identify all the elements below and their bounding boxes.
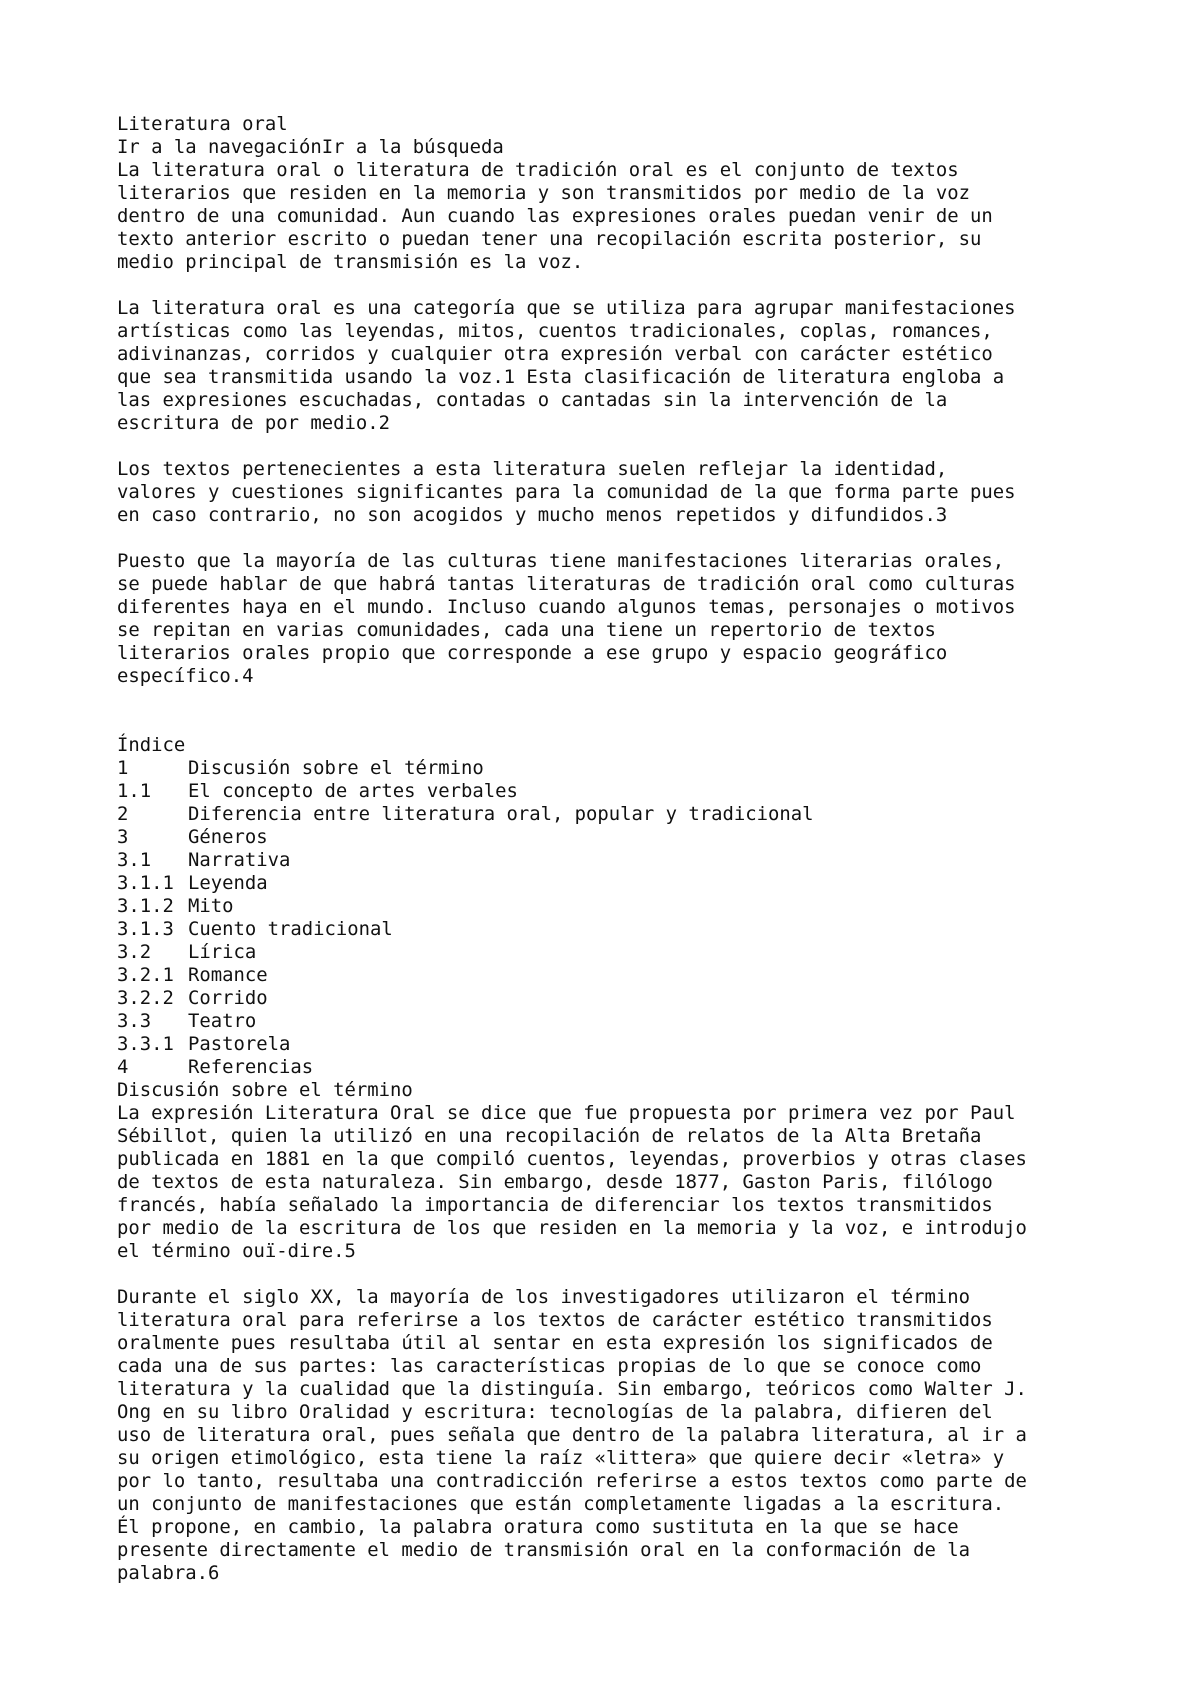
paragraph-line: oralmente pues resultaba útil al sentar en esta expresión los significados de — [117, 1332, 993, 1354]
paragraph-line: específico.4 — [117, 665, 254, 687]
paragraph-line: literatura y la cualidad que la distinguía. Sin embargo, teóricos como Walter J. — [117, 1378, 1027, 1400]
toc-item[interactable] — [117, 941, 1117, 964]
toc-item-label[interactable]: Narrativa — [188, 849, 291, 871]
toc-item[interactable] — [117, 826, 1117, 849]
paragraph-line: se puede hablar de que habrá tantas literaturas de tradición oral como culturas — [117, 573, 1016, 595]
paragraph-line: literatura oral para referirse a los textos de carácter estético transmitidos — [117, 1309, 993, 1331]
paragraph-line: escritura de por medio.2 — [117, 412, 390, 434]
paragraph — [117, 458, 1117, 527]
paragraph-line: artísticas como las leyendas, mitos, cuentos tradicionales, coplas, romances, — [117, 320, 993, 342]
toc-item-number: 3.1.1 — [117, 872, 174, 894]
toc-item-number: 2 — [117, 803, 129, 825]
paragraph-line: dentro de una comunidad. Aun cuando las expresiones orales puedan venir de un — [117, 205, 993, 227]
paragraph-line: La expresión Literatura Oral se dice que fue propuesta por primera vez por Paul — [117, 1102, 1016, 1124]
toc-item-number: 3.3.1 — [117, 1033, 174, 1055]
paragraph — [117, 297, 1117, 435]
paragraph-line: que sea transmitida usando la voz.1 Esta clasificación de literatura engloba a — [117, 366, 1005, 388]
toc-item-label[interactable]: Leyenda — [188, 872, 268, 894]
paragraph-line: texto anterior escrito o puedan tener una recopilación escrita posterior, su — [117, 228, 982, 250]
paragraph — [117, 159, 1117, 274]
toc-item[interactable] — [117, 849, 1117, 872]
toc-item-number: 3.2.2 — [117, 987, 174, 1009]
paragraph-line: en caso contrario, no son acogidos y mucho menos repetidos y difundidos.3 — [117, 504, 948, 526]
paragraph-line: Puesto que la mayoría de las culturas tiene manifestaciones literarias orales, — [117, 550, 1005, 572]
paragraph-line: presente directamente el medio de transmisión oral en la conformación de la — [117, 1539, 970, 1561]
intro-section — [117, 159, 1117, 688]
paragraph-line: uso de literatura oral, pues señala que dentro de la palabra literatura, al ir a — [117, 1424, 1027, 1446]
toc-item[interactable] — [117, 1010, 1117, 1033]
toc-item[interactable] — [117, 918, 1117, 941]
paragraph-line: Él propone, en cambio, la palabra oratura como sustituta en la que se hace — [117, 1516, 959, 1538]
toc-item[interactable] — [117, 1033, 1117, 1056]
paragraph-line: de textos de esta naturaleza. Sin embargo, desde 1877, Gaston Paris, filólogo — [117, 1171, 993, 1193]
toc-item-number: 1.1 — [117, 780, 152, 802]
toc-item-number: 3.1 — [117, 849, 152, 871]
toc-item[interactable] — [117, 895, 1117, 918]
toc-item[interactable] — [117, 780, 1117, 803]
toc-item-label[interactable]: Discusión sobre el término — [188, 757, 484, 779]
page-title: Literatura oral — [117, 113, 288, 135]
section-body — [117, 1102, 1117, 1585]
paragraph-line: diferentes haya en el mundo. Incluso cuando algunos temas, personajes o motivos — [117, 596, 1016, 618]
toc-item-label[interactable]: Diferencia entre literatura oral, popular y tradicional — [188, 803, 814, 825]
toc-item-number: 3.2 — [117, 941, 152, 963]
toc-item-number: 3 — [117, 826, 129, 848]
toc-item-label[interactable]: Géneros — [188, 826, 268, 848]
skip-links[interactable]: Ir a la navegaciónIr a la búsqueda — [117, 136, 504, 158]
toc-item[interactable] — [117, 964, 1117, 987]
toc-item-label[interactable]: Romance — [188, 964, 268, 986]
toc-item-label[interactable]: Mito — [188, 895, 234, 917]
toc-item-label[interactable]: Cuento tradicional — [188, 918, 393, 940]
paragraph-line: valores y cuestiones significantes para la comunidad de la que forma parte pues — [117, 481, 1016, 503]
toc-item-label[interactable]: Corrido — [188, 987, 268, 1009]
document — [117, 113, 1117, 1608]
toc-item[interactable] — [117, 872, 1117, 895]
paragraph-line: literarios que residen en la memoria y son transmitidos por medio de la voz — [117, 182, 970, 204]
paragraph-line: su origen etimológico, esta tiene la raíz «littera» que quiere decir «letra» y — [117, 1447, 1005, 1469]
paragraph-line: medio principal de transmisión es la voz. — [117, 251, 584, 273]
paragraph-line: se repitan en varias comunidades, cada una tiene un repertorio de textos — [117, 619, 936, 641]
paragraph-line: Sébillot, quien la utilizó en una recopilación de relatos de la Alta Bretaña — [117, 1125, 982, 1147]
toc-item-number: 3.2.1 — [117, 964, 174, 986]
toc-item[interactable] — [117, 757, 1117, 780]
paragraph — [117, 1102, 1117, 1263]
section-heading: Discusión sobre el término — [117, 1079, 413, 1101]
paragraph-line: Durante el siglo XX, la mayoría de los investigadores utilizaron el término — [117, 1286, 970, 1308]
paragraph-line: el término ouï-dire.5 — [117, 1240, 356, 1262]
toc-item-label[interactable]: Referencias — [188, 1056, 314, 1078]
toc-item-number: 4 — [117, 1056, 129, 1078]
toc-item-number: 1 — [117, 757, 129, 779]
toc-item-number: 3.1.3 — [117, 918, 174, 940]
toc-item-number: 3.1.2 — [117, 895, 174, 917]
paragraph-line: La literatura oral o literatura de tradición oral es el conjunto de textos — [117, 159, 959, 181]
paragraph-line: publicada en 1881 en la que compiló cuentos, leyendas, proverbios y otras clases — [117, 1148, 1027, 1170]
paragraph-line: La literatura oral es una categoría que se utiliza para agrupar manifestaciones — [117, 297, 1016, 319]
paragraph-line: por lo tanto, resultaba una contradicción referirse a estos textos como parte de — [117, 1470, 1027, 1492]
paragraph — [117, 550, 1117, 688]
toc-item-label[interactable]: El concepto de artes verbales — [188, 780, 518, 802]
toc-item-number: 3.3 — [117, 1010, 152, 1032]
toc-item[interactable] — [117, 1056, 1117, 1079]
paragraph-line: adivinanzas, corridos y cualquier otra expresión verbal con carácter estético — [117, 343, 993, 365]
paragraph-line: Los textos pertenecientes a esta literatura suelen reflejar la identidad, — [117, 458, 948, 480]
paragraph-line: las expresiones escuchadas, contadas o cantadas sin la intervención de la — [117, 389, 948, 411]
paragraph-line: cada una de sus partes: las características propias de lo que se conoce como — [117, 1355, 982, 1377]
toc-item[interactable] — [117, 803, 1117, 826]
paragraph-line: francés, había señalado la importancia de diferenciar los textos transmitidos — [117, 1194, 993, 1216]
paragraph-line: Ong en su libro Oralidad y escritura: tecnologías de la palabra, difieren del — [117, 1401, 993, 1423]
paragraph — [117, 1286, 1117, 1585]
paragraph-line: literarios orales propio que corresponde a ese grupo y espacio geográfico — [117, 642, 948, 664]
toc-item-label[interactable]: Teatro — [188, 1010, 257, 1032]
table-of-contents — [117, 757, 1117, 1079]
toc-item[interactable] — [117, 987, 1117, 1010]
paragraph-line: por medio de la escritura de los que residen en la memoria y la voz, e introdujo — [117, 1217, 1027, 1239]
toc-item-label[interactable]: Lírica — [188, 941, 257, 963]
toc-item-label[interactable]: Pastorela — [188, 1033, 291, 1055]
paragraph-line: palabra.6 — [117, 1562, 220, 1584]
paragraph-line: un conjunto de manifestaciones que están completamente ligadas a la escritura. — [117, 1493, 1005, 1515]
toc-heading: Índice — [117, 734, 186, 756]
